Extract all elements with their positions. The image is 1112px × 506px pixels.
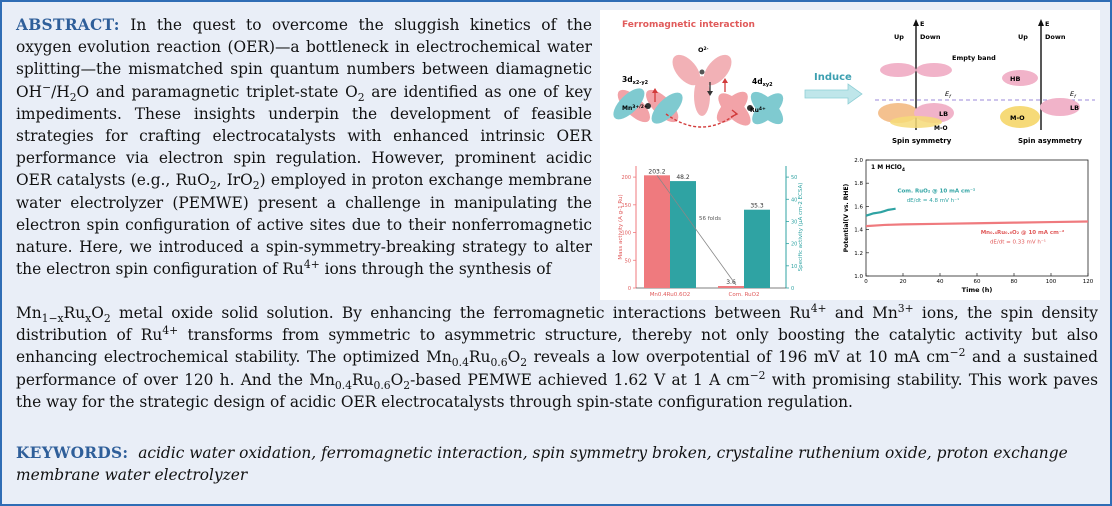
mn-label: $Mn^{3+/2+}$ xyxy=(622,105,648,112)
x-tick-label: 100 xyxy=(1045,279,1057,285)
empty-band-label: Empty band xyxy=(952,54,996,62)
right-tick-label: 0 xyxy=(791,286,795,292)
subscript: 4 xyxy=(901,168,906,173)
y-tick-label: 1.4 xyxy=(854,227,863,234)
abstract-text: In the quest to overcome the sluggish kinetics of the oxygen evolution reaction (OER)—a bottleneck in electrochemical water splitting—the mismatched spin quantum numbers between diamagnetic OH xyxy=(16,16,592,101)
left-tick-label: 50 xyxy=(624,258,631,265)
fermi-label-right: $E_f$ xyxy=(1070,90,1076,100)
up-label-left: Up xyxy=(894,33,904,41)
right-tick-label: 40 xyxy=(791,197,798,204)
x-tick-label: 20 xyxy=(899,279,907,285)
abstract-paragraph xyxy=(16,14,592,280)
y-axis-title: Potential(V vs. RHE) xyxy=(843,183,850,253)
y-tick-label: 1.0 xyxy=(854,274,863,280)
superscript: −2 xyxy=(949,346,966,360)
ru-label: $Ru^{4+}$ xyxy=(750,107,766,114)
superscript: −2 xyxy=(749,368,766,382)
abstract-text: O xyxy=(390,370,404,389)
subscript: 2 xyxy=(103,312,111,326)
y-tick-label: 2.0 xyxy=(854,158,863,164)
superscript: 4+ xyxy=(810,301,827,315)
left-axis-title: Mass activity (A g-1 Ru) xyxy=(618,194,624,260)
mn-orbital xyxy=(608,83,687,128)
abstract-text: with promising stability. This work paves the way for the strategic design of acidic OER electrocatalysts through spin-state configuration regulation. xyxy=(16,370,1098,411)
abstract-text: O xyxy=(507,348,521,367)
orbital-right-label: $4d_{xy2}$ xyxy=(752,77,773,88)
spin-symmetry-label: Spin symmetry xyxy=(892,137,952,145)
category-label: Com. RuO2 xyxy=(728,292,760,298)
subscript: 2 xyxy=(357,90,365,104)
right-axis-title: Specific activity (μA cm-2 ECSA) xyxy=(798,182,804,272)
mnru-label: Mn₀.₄Ru₀.₆O₂ @ 10 mA cm⁻² xyxy=(980,230,1065,237)
x-tick-label: 40 xyxy=(936,279,944,285)
series-line xyxy=(866,221,1088,226)
subscript: 2 xyxy=(69,90,77,104)
x-axis-title: Time (h) xyxy=(961,286,993,294)
oxygen-label: $O^{2-}$ xyxy=(698,46,709,54)
abstract-text: ions through the synthesis of xyxy=(319,260,552,279)
electrolyte-label: 1 M HClO$_4$ xyxy=(871,164,906,173)
energy-arrow-left xyxy=(913,19,919,26)
superscript: 3+ xyxy=(897,301,914,315)
fermi-label-left: $E_f$ xyxy=(945,90,951,100)
series-line xyxy=(866,209,896,216)
abstract-text: and a sustained performance of over 120 h. And the Mn xyxy=(16,348,1098,389)
abstract-text: Ru xyxy=(352,370,374,389)
empty-band-right xyxy=(916,63,952,77)
subscript: 2 xyxy=(520,356,528,370)
abstract-heading: ABSTRACT: xyxy=(16,16,120,34)
y-tick-label: 1.6 xyxy=(854,204,863,211)
abstract-text: Ru xyxy=(468,348,491,367)
superscript: 4+ xyxy=(303,258,320,272)
mnru-rate: dE/dt = 0.33 mV h⁻¹ xyxy=(989,239,1046,246)
energy-arrow-right xyxy=(1038,19,1044,26)
superscript: 4+ xyxy=(162,324,179,338)
subscript: x xyxy=(85,312,92,326)
lb-label-right: LB xyxy=(1070,104,1080,112)
subscript: 1−x xyxy=(41,312,64,326)
bar-mass-activity xyxy=(644,175,670,288)
abstract-text: ions, the spin density distribution of Ru xyxy=(16,304,1098,345)
abstract-text: and Mn xyxy=(826,304,898,322)
energy-label-right: E xyxy=(1045,20,1050,28)
x-tick-label: 60 xyxy=(973,279,981,285)
left-tick-label: 150 xyxy=(621,202,631,209)
subscript: 0.6 xyxy=(490,356,508,370)
abstract-paragraph-continued xyxy=(16,302,1098,413)
y-tick-label: 1.8 xyxy=(854,181,863,188)
empty-band-left xyxy=(880,63,916,77)
stability-chart xyxy=(843,158,1094,294)
abstract-text: Mn xyxy=(16,304,42,322)
x-tick-label: 120 xyxy=(1082,279,1094,285)
subscript: 0.4 xyxy=(451,356,469,370)
bar-mass-activity xyxy=(718,286,744,288)
toc-graphic xyxy=(600,10,1100,300)
bar-value-label: 3.6 xyxy=(726,279,736,287)
right-tick-label: 20 xyxy=(791,241,798,248)
abstract-text: ) employed in proton exchange membrane water electrolyzer (PEMWE) present a challenge in manipulating the electron spin configuration of active sites due to their nonferromagnetic nature. Here, we introduced a spin-symmetry-breaking strategy to alter the electron spin configuration of Ru xyxy=(16,171,593,279)
subscript: 2 xyxy=(252,179,260,193)
right-tick-label: 30 xyxy=(791,219,798,226)
panel-title: Ferromagnetic interaction xyxy=(622,20,755,30)
bar-value-label: 35.3 xyxy=(750,202,764,210)
right-tick-label: 50 xyxy=(791,175,798,182)
energy-label-left: E xyxy=(920,20,925,28)
bar-value-label: 203.2 xyxy=(648,168,666,176)
subscript: 2 xyxy=(403,378,411,392)
abstract-text: metal oxide solid solution. By enhancing the ferromagnetic interactions between Ru xyxy=(110,304,811,322)
abstract-text: transforms from symmetric to asymmetric structure, thereby not only boosting the catalytic activity but also enhancing electrochemical stability. The optimized Mn xyxy=(16,326,1098,367)
category-label: Mn0.4Ru0.6O2 xyxy=(649,292,691,298)
hb-label: HB xyxy=(1010,75,1021,83)
bar-chart xyxy=(618,166,804,298)
keywords-heading: KEYWORDS: xyxy=(16,444,129,462)
abstract-text: -based PEMWE achieved 1.62 V at 1 A cm xyxy=(410,370,750,389)
abstract-text: , IrO xyxy=(216,171,253,190)
keywords xyxy=(16,442,1098,486)
left-tick-label: 100 xyxy=(621,230,631,237)
toc-graphic-svg xyxy=(600,10,1100,300)
ruo2-label: Com. RuO₂ @ 10 mA cm⁻² xyxy=(897,188,976,195)
x-tick-label: 0 xyxy=(864,279,868,285)
ruo2-rate: dE/dt = 4.8 mV h⁻¹ xyxy=(906,197,960,204)
subscript: 2 xyxy=(209,179,217,193)
keywords-text: acidic water oxidation, ferromagnetic interaction, spin symmetry broken, crystaline ruthenium oxide, proton exchange membrane water electrolyzer xyxy=(16,444,1068,484)
abstract-text: O xyxy=(91,304,104,322)
bar-specific-activity xyxy=(744,210,770,288)
orbital-left-label: $3d_{x2-y2}$ xyxy=(622,75,649,86)
fold-annotation: 56 folds xyxy=(699,216,721,222)
left-tick-label: 0 xyxy=(627,286,631,292)
y-tick-label: 1.2 xyxy=(854,250,863,257)
left-tick-label: 200 xyxy=(621,175,631,182)
superscript: − xyxy=(42,80,52,94)
mo-label-right: M-O xyxy=(1010,114,1025,122)
down-label-right: Down xyxy=(1045,33,1066,41)
subscript: 0.6 xyxy=(373,378,391,392)
induce-label: Induce xyxy=(814,72,852,83)
spin-asymmetry-label: Spin asymmetry xyxy=(1018,137,1083,145)
bar-value-label: 48.2 xyxy=(676,174,690,182)
abstract-text: are identified as one of key impediments. These insights underpin the development of feasible strategies for crafting electrocatalysts with enhanced intrinsic OER performance via electron spin regulation. However, prominent acidic OER catalysts (e.g., RuO xyxy=(16,82,592,190)
abstract-text: reveals a low overpotential of 196 mV at 10 mA cm xyxy=(527,348,950,367)
lb-label-left: LB xyxy=(939,110,949,118)
abstract-text: Ru xyxy=(63,304,86,322)
x-tick-label: 80 xyxy=(1010,279,1018,285)
right-tick-label: 10 xyxy=(791,263,798,270)
bar-specific-activity xyxy=(670,181,696,288)
induce-arrow xyxy=(805,84,862,104)
abstract-text: /H xyxy=(51,82,70,101)
up-label-right: Up xyxy=(1018,33,1028,41)
mo-label-left: M-O xyxy=(934,125,948,132)
down-label-left: Down xyxy=(920,33,941,41)
abstract-text: O and paramagnetic triplet-state O xyxy=(76,82,358,101)
plot-frame xyxy=(866,160,1088,276)
subscript: 0.4 xyxy=(334,378,353,392)
